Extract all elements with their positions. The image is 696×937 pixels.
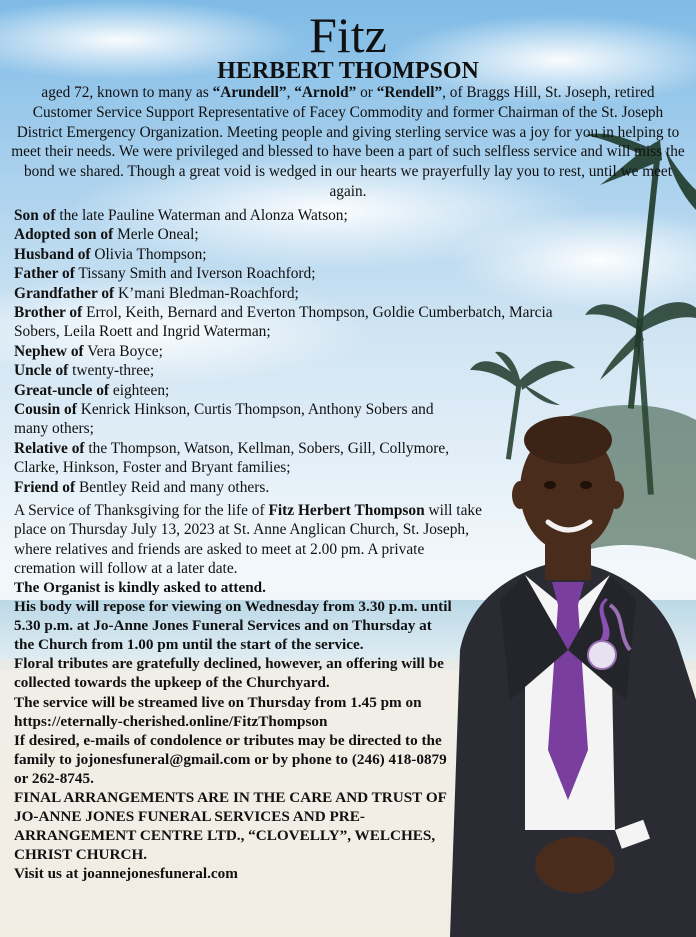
intro-text: , of Braggs Hill, St. Joseph, retired Customer Service Support Representative of Facey Commodity and former Chairman of the St. Joseph District Emergency Organization. Meeting people and giving sterling service was a joy for you in helping to meet their needs. We were privileged and blessed to have been a part of such selfless service and will miss the bond we shared. Though a great void is wedged in our hearts we prayerfully lay you to rest, until we meet again. [11,84,685,200]
relation-role: Husband of [14,245,91,263]
list-item [14,478,574,497]
relation-text: Errol, Keith, Bernard and Everton Thompson, Goldie Cumberbatch, Marcia Sobers, Leila Roett and Ingrid Waterman; [14,304,553,341]
intro-text: , [286,84,295,101]
relation-text: the Thompson, Watson, Kellman, Sobers, Gill, Collymore, Clarke, Hinkson, Foster and Bryant families; [14,439,450,477]
service-text [14,501,484,579]
condolence-notice: If desired, e-mails of condolence or tributes may be directed to the family to jojonesfuneral@gmail.com or by phone to (246) 418-0879 or 262-8745. [14,731,447,787]
service-post: will take place on Thursday July 13, 2023 at St. Anne Anglican Church, St. Joseph, where relatives and friends are asked to meet at 2.00 pm. A private cremation will follow at a later date. [14,502,482,578]
service-pre: A Service of Thanksgiving for the life of [14,502,269,519]
floral-notice: Floral tributes are gratefully declined, however, an offering will be collected towards the upkeep of the Churchyard. [14,655,444,692]
notices-block [14,578,454,884]
nickname: “Rendell” [376,84,443,101]
organist-notice: The Organist is kindly asked to attend. [14,579,266,596]
list-item [14,206,574,225]
relation-role: Grandfather of [14,284,115,302]
relation-role: Uncle of [14,362,69,380]
list-item [14,245,574,264]
list-item [14,381,574,400]
arrangements-notice: FINAL ARRANGEMENTS ARE IN THE CARE AND TRUST OF JO-ANNE JONES FUNERAL SERVICES AND PRE-ARRANGEMENT CENTRE LTD., “CLOVELLY”, WELCHES, CHRIST CHURCH. [14,789,447,864]
nickname: “Arundell” [212,84,287,101]
list-item [14,303,574,342]
relation-role: Nephew of [14,342,84,360]
relation-role: Cousin of [14,401,77,419]
deceased-name: Fitz Herbert Thompson [268,502,425,519]
relation-text: the late Pauline Waterman and Alonza Watson; [55,207,348,224]
relation-text: Merle Oneal; [113,226,199,244]
relation-text: Olivia Thompson; [90,245,207,263]
list-item [14,264,574,283]
relation-text: twenty-three; [68,362,155,380]
relation-text: eighteen; [109,381,170,399]
stream-notice: The service will be streamed live on Thursday from 1.45 pm on https://eternally-cherished.online/FitzThompson [14,693,422,730]
intro-text: or [356,84,377,101]
relation-role: Relative of [14,439,85,457]
relation-role: Son of [14,207,56,224]
list-item [14,284,574,303]
nickname: “Arnold” [294,84,357,101]
relation-role: Father of [14,265,75,283]
relations-list [14,206,574,497]
relation-text: Vera Boyce; [83,342,163,360]
relation-role: Friend of [14,478,76,496]
relation-role: Adopted son of [14,226,114,244]
relation-role: Brother of [14,304,83,322]
intro-text: aged 72, known to many as [41,84,213,101]
list-item [14,225,574,244]
list-item [14,361,574,380]
full-name-heading: HERBERT THOMPSON [217,58,479,84]
website-notice: Visit us at joannejonesfuneral.com [14,865,238,883]
relation-text: Tissany Smith and Iverson Roachford; [74,265,316,283]
relation-text: K’mani Bledman-Roachford; [114,284,299,302]
relation-role: Great-uncle of [14,381,110,399]
relation-text: Bentley Reid and many others. [75,478,270,496]
first-name-heading: Fitz [309,7,387,63]
relation-text: Kenrick Hinkson, Curtis Thompson, Anthony Sobers and many others; [14,401,434,438]
service-paragraph [14,501,484,579]
intro-paragraph [10,83,686,202]
list-item [14,439,464,478]
list-item [14,400,464,439]
list-item [14,342,574,361]
viewing-notice: His body will repose for viewing on Wednesday from 3.30 p.m. until 5.30 p.m. at Jo-Anne Jones Funeral Services and on Thursday at the Church from 1.00 pm until the start of the service. [14,598,452,654]
